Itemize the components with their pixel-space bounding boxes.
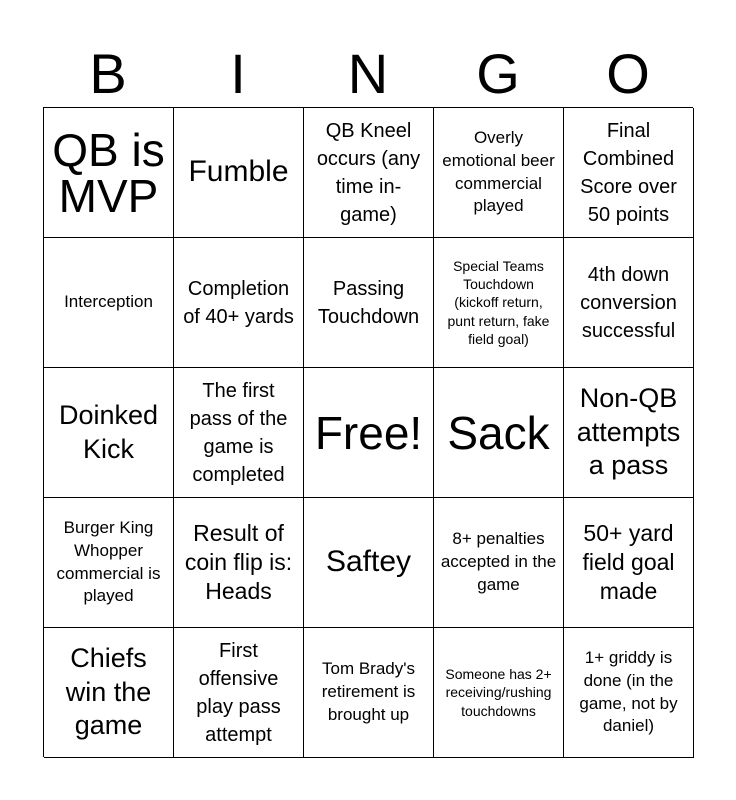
bingo-cell[interactable] [434, 368, 564, 498]
cell-text: Overly emotional beer commercial played [442, 127, 555, 216]
cell-text: Result of coin flip is: Heads [184, 520, 293, 604]
bingo-cell[interactable] [564, 628, 694, 758]
cell-text: Burger King Whopper commercial is played [56, 517, 161, 606]
bingo-board [43, 107, 693, 757]
cell-text: Someone has 2+ receiving/rushing touchdowns [445, 666, 552, 719]
free-space[interactable] [304, 368, 434, 498]
bingo-cell[interactable] [304, 628, 434, 758]
bingo-cell[interactable] [564, 108, 694, 238]
bingo-cell[interactable] [434, 498, 564, 628]
cell-text: Free! [314, 406, 423, 459]
cell-text: Doinked Kick [58, 399, 159, 464]
bingo-cell[interactable] [434, 628, 564, 758]
header-letter-o: O [606, 42, 650, 105]
cell-text: 1+ griddy is done (in the game, not by daniel) [579, 647, 678, 736]
bingo-cell[interactable] [434, 238, 564, 368]
bingo-cell[interactable] [44, 368, 174, 498]
cell-text: Sack [447, 406, 550, 459]
bingo-cell[interactable] [44, 108, 174, 238]
cell-text: First offensive play pass attempt [196, 639, 281, 746]
cell-text: QB is MVP [52, 123, 165, 222]
bingo-cell[interactable] [564, 368, 694, 498]
cell-text: The first pass of the game is completed [189, 379, 288, 486]
bingo-cell[interactable] [174, 498, 304, 628]
cell-text: Completion of 40+ yards [183, 277, 294, 328]
cell-text: 8+ penalties accepted in the game [440, 529, 557, 594]
header-letter-b: B [89, 42, 127, 105]
bingo-cell[interactable] [564, 238, 694, 368]
header-letter-n: N [347, 42, 389, 105]
bingo-cell[interactable] [434, 108, 564, 238]
bingo-cell[interactable] [304, 238, 434, 368]
bingo-header [43, 40, 693, 108]
cell-text: Chiefs win the game [65, 642, 152, 741]
cell-text: 50+ yard field goal made [582, 520, 675, 604]
bingo-cell[interactable] [174, 238, 304, 368]
bingo-cell[interactable] [174, 108, 304, 238]
cell-text: Tom Brady's retirement is brought up [321, 659, 416, 724]
cell-text: Non-QB attempts a pass [576, 382, 681, 481]
cell-text: QB Kneel occurs (any time in-game) [316, 119, 421, 226]
cell-text: Special Teams Touchdown (kickoff return, punt return, fake field goal) [447, 258, 550, 347]
cell-text: Saftey [325, 545, 412, 579]
header-letter-i: I [230, 42, 246, 105]
cell-text: Fumble [188, 155, 289, 189]
bingo-cell[interactable] [304, 498, 434, 628]
bingo-cell[interactable] [44, 628, 174, 758]
header-letter-g: G [476, 42, 520, 105]
cell-text: Final Combined Score over 50 points [580, 119, 677, 226]
bingo-cell[interactable] [174, 368, 304, 498]
cell-text: Passing Touchdown [317, 277, 420, 328]
bingo-cell[interactable] [44, 498, 174, 628]
bingo-cell[interactable] [304, 108, 434, 238]
bingo-cell[interactable] [564, 498, 694, 628]
bingo-cell[interactable] [174, 628, 304, 758]
cell-text: 4th down conversion successful [580, 263, 677, 342]
bingo-cell[interactable] [44, 238, 174, 368]
cell-text: Interception [64, 292, 153, 312]
